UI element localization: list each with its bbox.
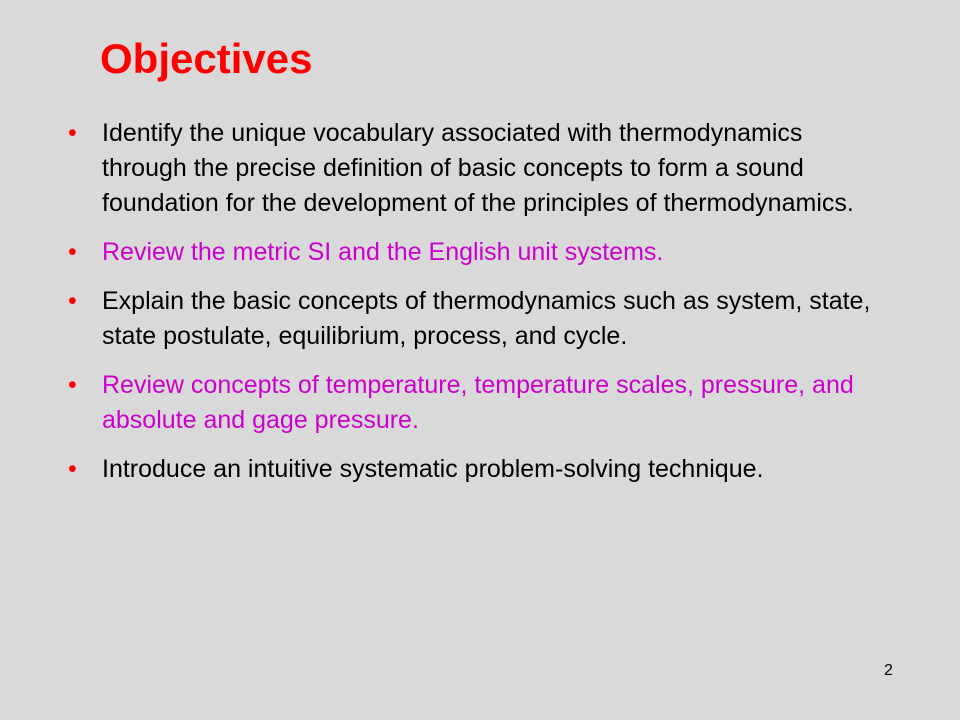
bullet-text: Review the metric SI and the English unit systems. [102, 238, 664, 266]
bullet-item [64, 368, 884, 438]
bullet-text: Review concepts of temperature, temperature scales, pressure, and absolute and gage pressure. [102, 371, 854, 434]
objectives-list [64, 116, 884, 501]
bullet-dot-icon: • [68, 238, 77, 266]
bullet-item [64, 284, 884, 354]
slide-title: Objectives [100, 35, 313, 82]
page-number: 2 [884, 662, 893, 679]
bullet-item [64, 452, 884, 487]
bullet-text: Identify the unique vocabulary associated with thermodynamics through the precise definition of basic concepts to form a sound foundation for the development of the principles of thermodynamics. [102, 119, 854, 217]
bullet-item [64, 235, 884, 270]
bullet-text: Introduce an intuitive systematic problem-solving technique. [102, 455, 764, 483]
bullet-dot-icon: • [68, 119, 77, 147]
bullet-item [64, 116, 884, 221]
bullet-dot-icon: • [68, 371, 77, 399]
bullet-dot-icon: • [68, 455, 77, 483]
bullet-dot-icon: • [68, 287, 77, 315]
bullet-text: Explain the basic concepts of thermodynamics such as system, state, state postulate, equilibrium, process, and cycle. [102, 287, 871, 350]
